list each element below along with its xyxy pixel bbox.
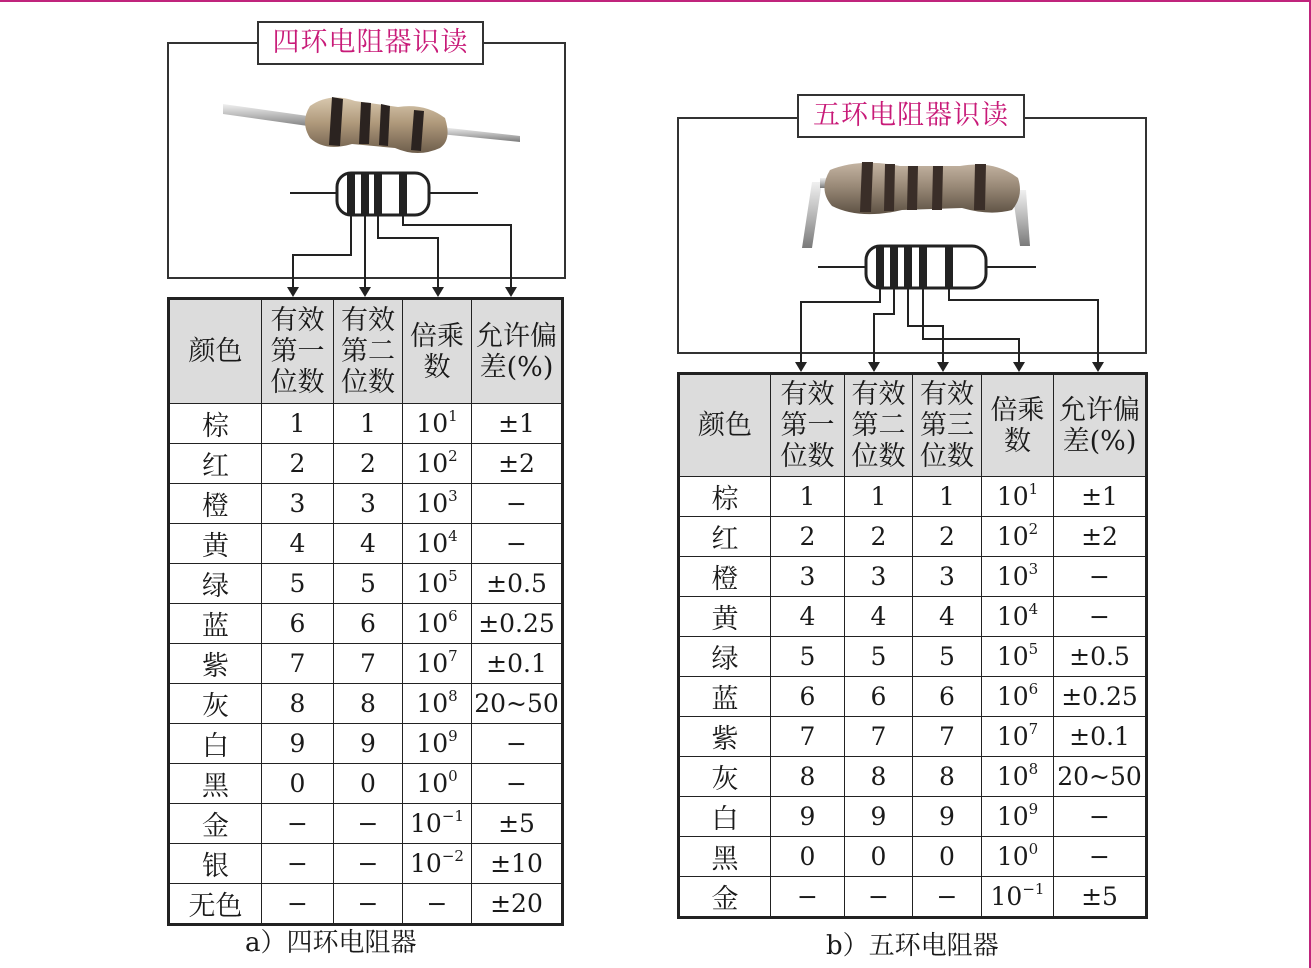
header-digit-1: [262, 299, 334, 404]
cell-digit-2: 3: [845, 557, 913, 597]
cell-digit-2: 8: [845, 757, 913, 797]
multiplier-base: 10: [996, 802, 1029, 831]
multiplier-base: 10: [416, 689, 449, 718]
cell-digit-1: −: [771, 877, 845, 918]
cell-digit-1: 8: [262, 684, 334, 724]
header-tolerance: [1054, 374, 1147, 477]
table-row: [679, 637, 1147, 677]
cell-digit-1: 9: [262, 724, 334, 764]
cell-tolerance: −: [472, 724, 563, 764]
cell-color-name: 蓝: [169, 604, 262, 644]
cell-color-name: 白: [169, 724, 262, 764]
multiplier-exponent: 2: [1028, 520, 1039, 538]
table-row: [679, 517, 1147, 557]
cell-multiplier: [982, 677, 1054, 717]
cell-digit-1: −: [262, 804, 334, 844]
cell-multiplier: [982, 597, 1054, 637]
header-line: 差(%): [1062, 425, 1137, 457]
header-line: 倍乘: [990, 394, 1045, 426]
cell-multiplier: [982, 637, 1054, 677]
header-line: 有效: [270, 305, 325, 336]
cell-digit-1: 2: [771, 517, 845, 557]
cell-digit-3: 0: [913, 837, 982, 877]
multiplier-base: 10: [416, 449, 449, 478]
cell-tolerance: ±2: [1054, 517, 1147, 557]
table-row: [679, 717, 1147, 757]
cell-tolerance: 20~50: [1054, 757, 1147, 797]
header-color: 颜色: [679, 374, 771, 477]
cell-multiplier: [403, 844, 472, 884]
cell-digit-2: −: [334, 884, 403, 925]
cell-digit-2: 7: [845, 717, 913, 757]
table-row: [169, 484, 563, 524]
five-band-arrowheads: [795, 362, 1104, 372]
cell-digit-1: 0: [262, 764, 334, 804]
multiplier-exponent: 6: [448, 607, 458, 625]
multiplier-base: 10: [996, 522, 1029, 551]
header-line: 允许偏: [476, 320, 557, 352]
cell-digit-1: 7: [262, 644, 334, 684]
multiplier-exponent: 9: [448, 727, 458, 745]
cell-digit-3: 2: [913, 517, 982, 557]
multiplier-base: 10: [996, 642, 1029, 671]
cell-digit-2: 1: [845, 477, 913, 517]
cell-digit-1: 1: [771, 477, 845, 517]
multiplier-base: 10: [416, 569, 449, 598]
cell-tolerance: ±20: [472, 884, 563, 925]
cell-multiplier: [403, 684, 472, 724]
multiplier-exponent: −1: [1022, 880, 1045, 898]
cell-tolerance: −: [1054, 837, 1147, 877]
multiplier-base: 10: [996, 722, 1029, 751]
header-digit-2: [845, 374, 913, 477]
table-row: [169, 564, 563, 604]
five-band-frame: [678, 118, 1146, 353]
header-line: 位数: [851, 441, 906, 472]
cell-digit-2: 4: [334, 524, 403, 564]
cell-multiplier: [403, 604, 472, 644]
table-row: [169, 684, 563, 724]
cell-digit-2: 6: [845, 677, 913, 717]
multiplier-base: 10: [996, 842, 1029, 871]
cell-digit-2: −: [334, 804, 403, 844]
cell-color-name: 紫: [679, 717, 771, 757]
cell-color-name: 棕: [679, 477, 771, 517]
cell-digit-2: 4: [845, 597, 913, 637]
cell-digit-3: 4: [913, 597, 982, 637]
cell-digit-1: −: [262, 884, 334, 925]
five-band-panel: [678, 118, 1146, 372]
table-row: [169, 644, 563, 684]
cell-digit-1: 5: [262, 564, 334, 604]
table-row: [169, 764, 563, 804]
table-row: [679, 677, 1147, 717]
five-band-title: 五环电阻器识读: [797, 94, 1025, 138]
cell-digit-3: −: [913, 877, 982, 918]
table-row: [169, 444, 563, 484]
table-row: [679, 877, 1147, 918]
five-band-color-table: [677, 372, 1148, 919]
multiplier-exponent: 2: [448, 447, 458, 465]
cell-digit-2: 0: [334, 764, 403, 804]
multiplier-exponent: 0: [448, 767, 458, 785]
four-band-leaders: [293, 214, 511, 292]
multiplier-exponent: 6: [1028, 680, 1039, 698]
table-row: [169, 724, 563, 764]
cell-multiplier: [982, 797, 1054, 837]
cell-tolerance: ±1: [472, 404, 563, 444]
cell-tolerance: −: [1054, 557, 1147, 597]
header-digit-2: [334, 299, 403, 404]
multiplier-base: 10: [996, 762, 1029, 791]
cell-tolerance: −: [1054, 797, 1147, 837]
multiplier-exponent: −2: [441, 847, 464, 865]
cell-multiplier: [982, 717, 1054, 757]
cell-color-name: 黑: [679, 837, 771, 877]
cell-tolerance: ±1: [1054, 477, 1147, 517]
header-line: 位数: [920, 441, 974, 472]
header-multiplier: [982, 374, 1054, 477]
cell-color-name: 黄: [679, 597, 771, 637]
table-header-row: [169, 299, 563, 404]
four-band-caption: a）四环电阻器: [245, 928, 417, 958]
four-band-arrowheads: [287, 287, 517, 297]
header-line: 第一: [780, 410, 835, 441]
five-band-resistor-photo: [802, 162, 1030, 248]
cell-digit-2: 0: [845, 837, 913, 877]
multiplier-base: 10: [416, 729, 449, 758]
cell-color-name: 绿: [169, 564, 262, 604]
table-row: [169, 524, 563, 564]
cell-multiplier: [982, 557, 1054, 597]
header-line: 第一: [270, 336, 325, 367]
multiplier-base: 10: [996, 562, 1029, 591]
cell-digit-3: 7: [913, 717, 982, 757]
five-band-caption: b）五环电阻器: [826, 931, 999, 961]
cell-color-name: 红: [679, 517, 771, 557]
header-line: 允许偏: [1059, 394, 1140, 426]
table-row: [169, 604, 563, 644]
multiplier-exponent: 3: [448, 487, 458, 505]
header-line: 数: [1004, 425, 1031, 457]
cell-digit-3: 5: [913, 637, 982, 677]
cell-multiplier: [403, 884, 472, 925]
cell-tolerance: ±0.25: [472, 604, 563, 644]
cell-digit-1: 2: [262, 444, 334, 484]
cell-color-name: 红: [169, 444, 262, 484]
four-band-frame: [168, 43, 565, 278]
cell-multiplier: [403, 524, 472, 564]
header-line: 有效: [341, 305, 395, 336]
cell-tolerance: ±0.1: [1054, 717, 1147, 757]
cell-tolerance: ±5: [1054, 877, 1147, 918]
multiplier-exponent: 8: [448, 687, 458, 705]
cell-digit-2: −: [334, 844, 403, 884]
cell-color-name: 灰: [679, 757, 771, 797]
cell-color-name: 金: [169, 804, 262, 844]
multiplier-exponent: 7: [448, 647, 458, 665]
cell-digit-1: 8: [771, 757, 845, 797]
cell-color-name: 黄: [169, 524, 262, 564]
cell-color-name: 黑: [169, 764, 262, 804]
cell-tolerance: 20~50: [472, 684, 563, 724]
header-line: 数: [423, 351, 451, 383]
cell-color-name: 绿: [679, 637, 771, 677]
table-row: [679, 597, 1147, 637]
header-line: 第二: [341, 336, 395, 367]
header-color: 颜色: [169, 299, 262, 404]
cell-digit-1: 3: [262, 484, 334, 524]
header-line: 倍乘: [410, 320, 464, 352]
table-row: [679, 837, 1147, 877]
header-line: 位数: [270, 367, 325, 398]
four-band-resistor-photo: [223, 97, 520, 153]
multiplier-base: 10: [416, 649, 449, 678]
cell-digit-1: 6: [262, 604, 334, 644]
multiplier-exponent: 5: [1028, 640, 1039, 658]
cell-color-name: 无色: [169, 884, 262, 925]
multiplier-base: 10: [416, 769, 449, 798]
header-line: 有效: [780, 379, 835, 410]
multiplier-base: 10: [416, 529, 449, 558]
cell-digit-1: 4: [771, 597, 845, 637]
cell-tolerance: ±0.5: [1054, 637, 1147, 677]
header-digit-3: [913, 374, 982, 477]
cell-multiplier: [403, 804, 472, 844]
cell-digit-1: 5: [771, 637, 845, 677]
multiplier-base: 10: [416, 609, 449, 638]
multiplier-base: 10: [410, 849, 442, 878]
cell-tolerance: −: [472, 524, 563, 564]
multiplier-base: 10: [996, 602, 1029, 631]
cell-multiplier: [403, 724, 472, 764]
four-band-resistor-schematic: [290, 173, 478, 215]
cell-tolerance: ±5: [472, 804, 563, 844]
multiplier-exponent: 8: [1028, 760, 1039, 778]
multiplier-exponent: 5: [448, 567, 458, 585]
cell-tolerance: ±0.25: [1054, 677, 1147, 717]
cell-digit-3: 3: [913, 557, 982, 597]
cell-digit-1: 1: [262, 404, 334, 444]
multiplier-base: 10: [416, 489, 449, 518]
multiplier-exponent: −1: [441, 807, 464, 825]
header-line: 第二: [851, 410, 906, 441]
cell-tolerance: ±0.5: [472, 564, 563, 604]
cell-color-name: 蓝: [679, 677, 771, 717]
cell-multiplier: [403, 764, 472, 804]
cell-color-name: 白: [679, 797, 771, 837]
cell-digit-2: 6: [334, 604, 403, 644]
cell-color-name: 灰: [169, 684, 262, 724]
cell-digit-1: 0: [771, 837, 845, 877]
cell-digit-1: 9: [771, 797, 845, 837]
multiplier-exponent: 9: [1028, 800, 1039, 818]
cell-digit-2: 9: [845, 797, 913, 837]
cell-color-name: 金: [679, 877, 771, 918]
cell-tolerance: ±2: [472, 444, 563, 484]
cell-multiplier: [403, 444, 472, 484]
header-line: 有效: [920, 379, 974, 410]
cell-digit-2: 5: [845, 637, 913, 677]
table-row: [169, 844, 563, 884]
cell-digit-1: 7: [771, 717, 845, 757]
cell-digit-3: 6: [913, 677, 982, 717]
multiplier-exponent: 0: [1028, 840, 1039, 858]
cell-multiplier: [403, 564, 472, 604]
multiplier-exponent: 4: [448, 527, 458, 545]
cell-tolerance: −: [1054, 597, 1147, 637]
four-band-color-table: [167, 297, 564, 926]
table-header-row: [679, 374, 1147, 477]
cell-digit-1: −: [262, 844, 334, 884]
multiplier-base: 10: [990, 882, 1023, 911]
cell-digit-3: 1: [913, 477, 982, 517]
table-row: [679, 477, 1147, 517]
cell-digit-2: −: [845, 877, 913, 918]
cell-digit-2: 2: [334, 444, 403, 484]
cell-digit-2: 9: [334, 724, 403, 764]
cell-multiplier: [982, 877, 1054, 918]
multiplier-exponent: 7: [1028, 720, 1039, 738]
multiplier-base: 10: [416, 409, 449, 438]
cell-multiplier: [403, 644, 472, 684]
cell-multiplier: [403, 404, 472, 444]
cell-tolerance: ±10: [472, 844, 563, 884]
cell-color-name: 紫: [169, 644, 262, 684]
table-row: [679, 557, 1147, 597]
table-row: [679, 797, 1147, 837]
cell-color-name: 银: [169, 844, 262, 884]
cell-tolerance: −: [472, 484, 563, 524]
multiplier-base: 10: [996, 482, 1029, 511]
cell-multiplier: [982, 837, 1054, 877]
table-row: [169, 404, 563, 444]
cell-digit-2: 1: [334, 404, 403, 444]
multiplier-exponent: 1: [1028, 480, 1039, 498]
cell-digit-1: 3: [771, 557, 845, 597]
header-line: 第三: [920, 410, 974, 441]
multiplier-exponent: 3: [1028, 560, 1039, 578]
multiplier-base: 10: [410, 809, 442, 838]
cell-digit-2: 8: [334, 684, 403, 724]
cell-multiplier: [982, 517, 1054, 557]
cell-digit-3: 9: [913, 797, 982, 837]
cell-tolerance: −: [472, 764, 563, 804]
five-band-resistor-schematic: [818, 246, 1036, 288]
table-row: [169, 804, 563, 844]
multiplier-exponent: 4: [1028, 600, 1039, 618]
table-row: [169, 884, 563, 925]
header-line: 差(%): [479, 351, 554, 383]
header-line: 位数: [780, 441, 835, 472]
cell-multiplier: [982, 477, 1054, 517]
table-row: [679, 757, 1147, 797]
multiplier-base: −: [426, 889, 448, 918]
cell-digit-2: 3: [334, 484, 403, 524]
cell-multiplier: [982, 757, 1054, 797]
cell-digit-2: 7: [334, 644, 403, 684]
cell-color-name: 橙: [679, 557, 771, 597]
four-band-panel: [168, 43, 565, 297]
five-band-leaders: [801, 287, 1098, 368]
header-line: 位数: [341, 367, 395, 398]
cell-digit-1: 4: [262, 524, 334, 564]
header-tolerance: [472, 299, 563, 404]
cell-digit-2: 5: [334, 564, 403, 604]
cell-color-name: 橙: [169, 484, 262, 524]
multiplier-exponent: 1: [448, 407, 458, 425]
header-line: 有效: [851, 379, 906, 410]
cell-digit-3: 8: [913, 757, 982, 797]
cell-multiplier: [403, 484, 472, 524]
cell-color-name: 棕: [169, 404, 262, 444]
four-band-title: 四环电阻器识读: [257, 21, 484, 65]
cell-digit-2: 2: [845, 517, 913, 557]
cell-digit-1: 6: [771, 677, 845, 717]
multiplier-base: 10: [996, 682, 1029, 711]
header-multiplier: [403, 299, 472, 404]
header-digit-1: [771, 374, 845, 477]
cell-tolerance: ±0.1: [472, 644, 563, 684]
